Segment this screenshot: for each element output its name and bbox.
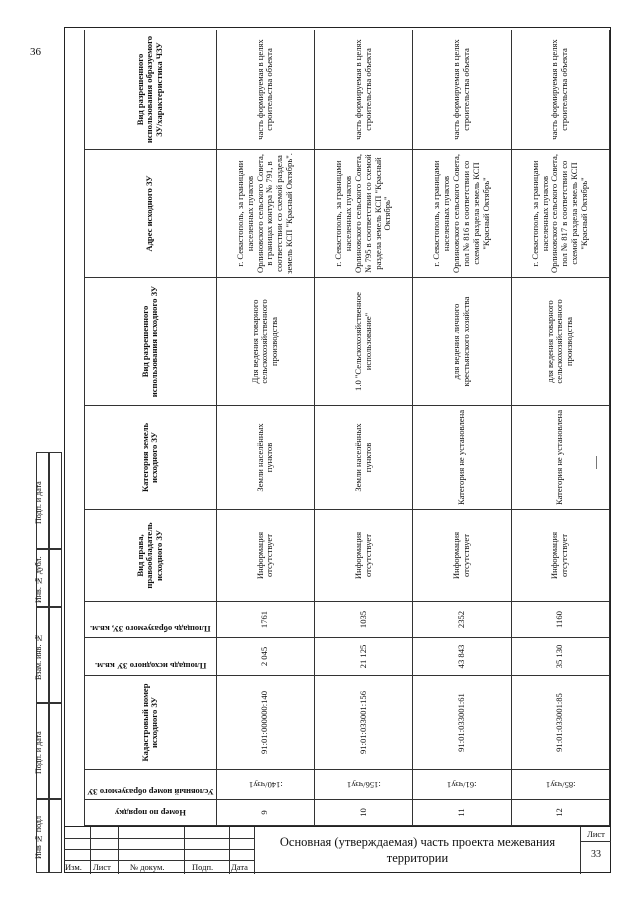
stamp-izm: Изм. [65, 862, 82, 872]
right-holder: Информация отсутствует [216, 510, 314, 602]
scan-mark [596, 456, 597, 469]
new-area: 1035 [315, 602, 413, 638]
source-area: 21 125 [315, 638, 413, 676]
sheet-number: 33 [591, 849, 601, 860]
stamp-list: Лист [93, 862, 111, 872]
row-number: 9 [216, 800, 314, 826]
new-use: часть формируемая в целях строительства объекта [216, 30, 314, 150]
right-holder: Информация отсутствует [413, 510, 511, 602]
conditional-number: :85/чзу1 [511, 770, 609, 800]
sheet-label: Лист [581, 829, 611, 842]
side-label: Подп. и дата [34, 481, 43, 525]
new-use: часть формируемая в целях строительства объекта [511, 30, 609, 150]
header-cell: Номер по порядку [85, 800, 217, 826]
table-row [413, 30, 511, 826]
new-area: 2352 [413, 602, 511, 638]
row-number: 10 [315, 800, 413, 826]
conditional-number: :61/чзу1 [413, 770, 511, 800]
cadastral-number: 91:01:033001:156 [315, 676, 413, 770]
permitted-use: для ведения товарного сельскохозяйственного производства [511, 278, 609, 406]
row-number: 11 [413, 800, 511, 826]
side-label: Взам. инв. № [34, 633, 43, 681]
cadastral-number: 91:01:000000:140 [216, 676, 314, 770]
land-category: Земли населённых пунктов [315, 406, 413, 510]
cadastral-number: 91:01:033001:85 [511, 676, 609, 770]
permitted-use: для ведения личного крестьянского хозяйства [413, 278, 511, 406]
permitted-use: Для ведения товарного сельскохозяйственного производства [216, 278, 314, 406]
right-holder: Информация отсутствует [315, 510, 413, 602]
stamp-podp: Подп. [192, 862, 214, 872]
header-cell: Адрес исходного ЗУ [85, 150, 217, 278]
header-cell: Вид права, правообладатель исходного ЗУ [85, 510, 217, 602]
side-page-number: 36 [30, 46, 41, 58]
header-cell: Вид разрешенного использования образуемого ЗУ/характеристика ЧЗУ [85, 30, 217, 150]
conditional-number: :156/чзу1 [315, 770, 413, 800]
land-category: Земли населённых пунктов [216, 406, 314, 510]
header-cell: Категория земель исходного ЗУ [85, 406, 217, 510]
header-cell: Кадастровый номер исходного ЗУ [85, 676, 217, 770]
side-stamp [36, 452, 62, 873]
table-row [315, 30, 413, 826]
header-cell: Вид разрешенного использования исходного ЗУ [85, 278, 217, 406]
land-category: Категория не установлена [511, 406, 609, 510]
address: г. Севастополь, за границами населенных пунктов Орлиновского сельского Совета, в границах контура № 791, в соответствии со схемой раздела земель КСП "Красный Октябрь". [216, 150, 314, 278]
source-area: 2 045 [216, 638, 314, 676]
address: г. Севастополь, за границами населенных пунктов Орлиновского сельского Совета, № 795 в соответствии со схемой раздела земель КСП "Красный Октябрь" [315, 150, 413, 278]
stamp-data: Дата [231, 862, 248, 872]
new-area: 1761 [216, 602, 314, 638]
table-row [511, 30, 609, 826]
header-cell: Условный номер образуемого ЗУ [85, 770, 217, 800]
table-row [216, 30, 314, 826]
address: г. Севастополь, за границами населенных пунктов Орлиновского сельского Совета, пол № 817 в соответствии со схемой раздела земель КСП "Красный Октябрь" [511, 150, 609, 278]
row-number: 12 [511, 800, 609, 826]
side-label: Инв № подл [34, 816, 43, 860]
sheet-box [580, 827, 611, 874]
new-area: 1160 [511, 602, 609, 638]
address: г. Севастополь, за границами населенных пунктов Орлиновского сельского Совета, пол № 816 в соответствии со схемой раздела земель КСП "Красный Октябрь" [413, 150, 511, 278]
new-use: часть формируемая в целях строительства объекта [413, 30, 511, 150]
document-title: Основная (утверждаемая) часть проекта межевания территории [279, 834, 556, 865]
side-label: Подп. и дата [34, 731, 43, 775]
side-label: Инв. № дубл. [34, 556, 43, 604]
cadastral-number: 91:01:033001:61 [413, 676, 511, 770]
new-use: часть формируемая в целях строительства объекта [315, 30, 413, 150]
table-header-row [85, 30, 217, 826]
source-area: 43 843 [413, 638, 511, 676]
rotated-table-area [84, 30, 610, 826]
land-category: Категория не установлена [413, 406, 511, 510]
source-area: 35 130 [511, 638, 609, 676]
right-holder: Информация отсутствует [511, 510, 609, 602]
conditional-number: :140/чзу1 [216, 770, 314, 800]
land-plots-table [84, 30, 610, 826]
title-block [64, 826, 611, 874]
stamp-ndok: № докум. [130, 862, 165, 872]
header-cell: Площадь исходного ЗУ кв.м. [85, 638, 217, 676]
permitted-use: 1.0 "Сельскохозяйственное использование" [315, 278, 413, 406]
header-cell: Площадь образуемого ЗУ, кв.м. [85, 602, 217, 638]
